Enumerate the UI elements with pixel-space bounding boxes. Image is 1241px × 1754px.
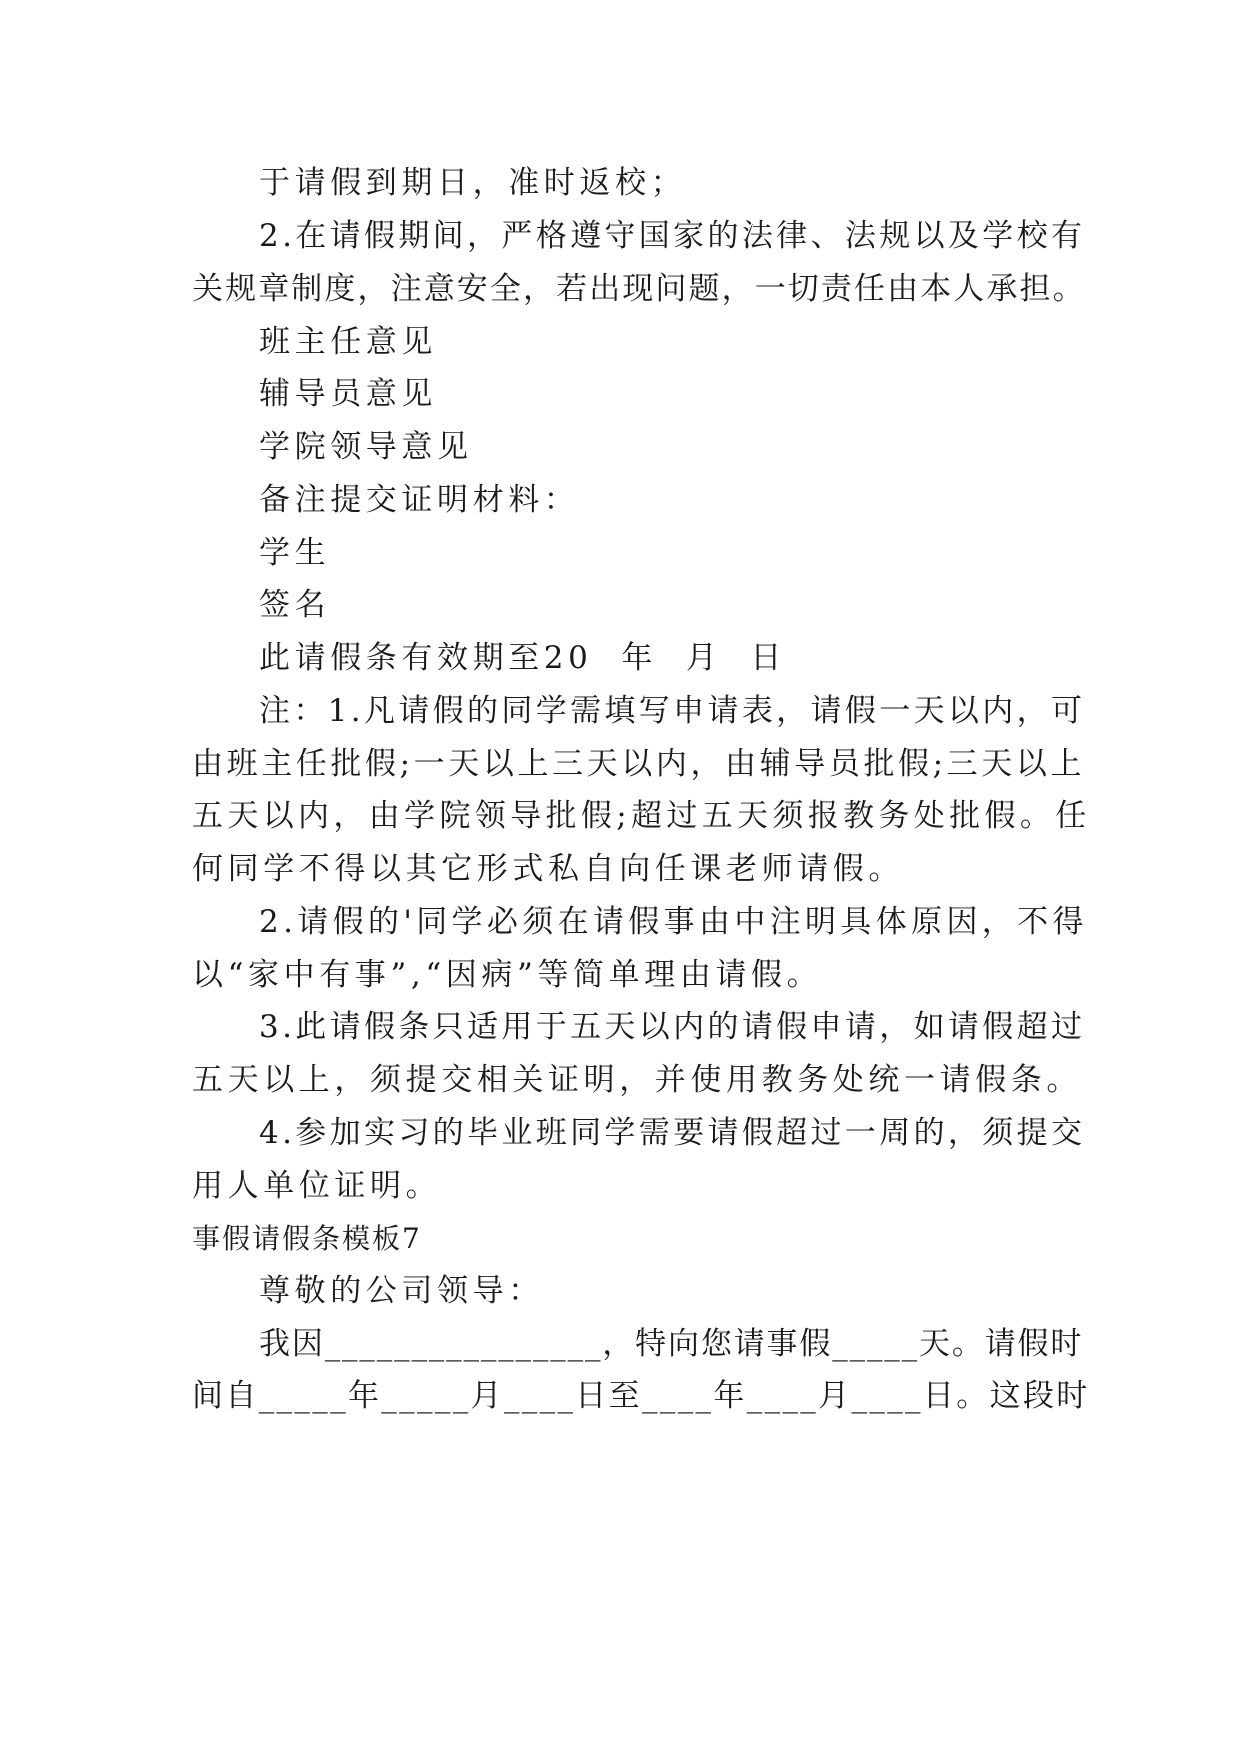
text-line: 3.此请假条只适用于五天以内的请假申请，如请假超过 bbox=[259, 1009, 1086, 1045]
text-line: 备注提交证明材料： bbox=[259, 482, 580, 518]
text-line: 五天以内，由学院领导批假;超过五天须报教务处批假。任 bbox=[192, 798, 1091, 834]
text-line: 4.参加实习的毕业班同学需要请假超过一周的，须提交 bbox=[259, 1115, 1086, 1151]
letter-salutation: 尊敬的公司领导： bbox=[259, 1273, 544, 1309]
text-line: 学生 bbox=[259, 535, 331, 571]
letter-line: 我因________________，特向您请事假_____天。请假时 bbox=[259, 1326, 1084, 1362]
text-line: 关规章制度，注意安全，若出现问题，一切责任由本人承担。 bbox=[192, 271, 1086, 307]
text-line: 学院领导意见 bbox=[259, 429, 473, 465]
text-line: 以“家中有事”,“因病”等简单理由请假。 bbox=[192, 957, 823, 993]
text-line: 签名 bbox=[259, 587, 331, 623]
text-line: 注：1.凡请假的同学需填写申请表，请假一天以内，可 bbox=[259, 693, 1086, 729]
text-line: 此请假条有效期至20 年 月 日 bbox=[259, 640, 786, 676]
section-title: 事假请假条模板7 bbox=[192, 1222, 422, 1255]
letter-line: 间自_____年_____月____日至____年____月____日。这段时 bbox=[192, 1378, 1090, 1414]
text-line: 于请假到期日，准时返校； bbox=[259, 165, 687, 201]
text-line: 用人单位证明。 bbox=[192, 1168, 442, 1204]
text-line: 由班主任批假;一天以上三天以内，由辅导员批假;三天以上 bbox=[192, 746, 1086, 782]
text-line: 辅导员意见 bbox=[259, 376, 437, 412]
text-line: 2.请假的'同学必须在请假事由中注明具体原因，不得 bbox=[259, 904, 1088, 940]
text-line: 2.在请假期间，严格遵守国家的法律、法规以及学校有 bbox=[259, 218, 1086, 254]
text-line: 班主任意见 bbox=[259, 324, 437, 360]
text-line: 何同学不得以其它形式私自向任课老师请假。 bbox=[192, 851, 904, 887]
text-line: 五天以上，须提交相关证明，并使用教务处统一请假条。 bbox=[192, 1062, 1082, 1098]
